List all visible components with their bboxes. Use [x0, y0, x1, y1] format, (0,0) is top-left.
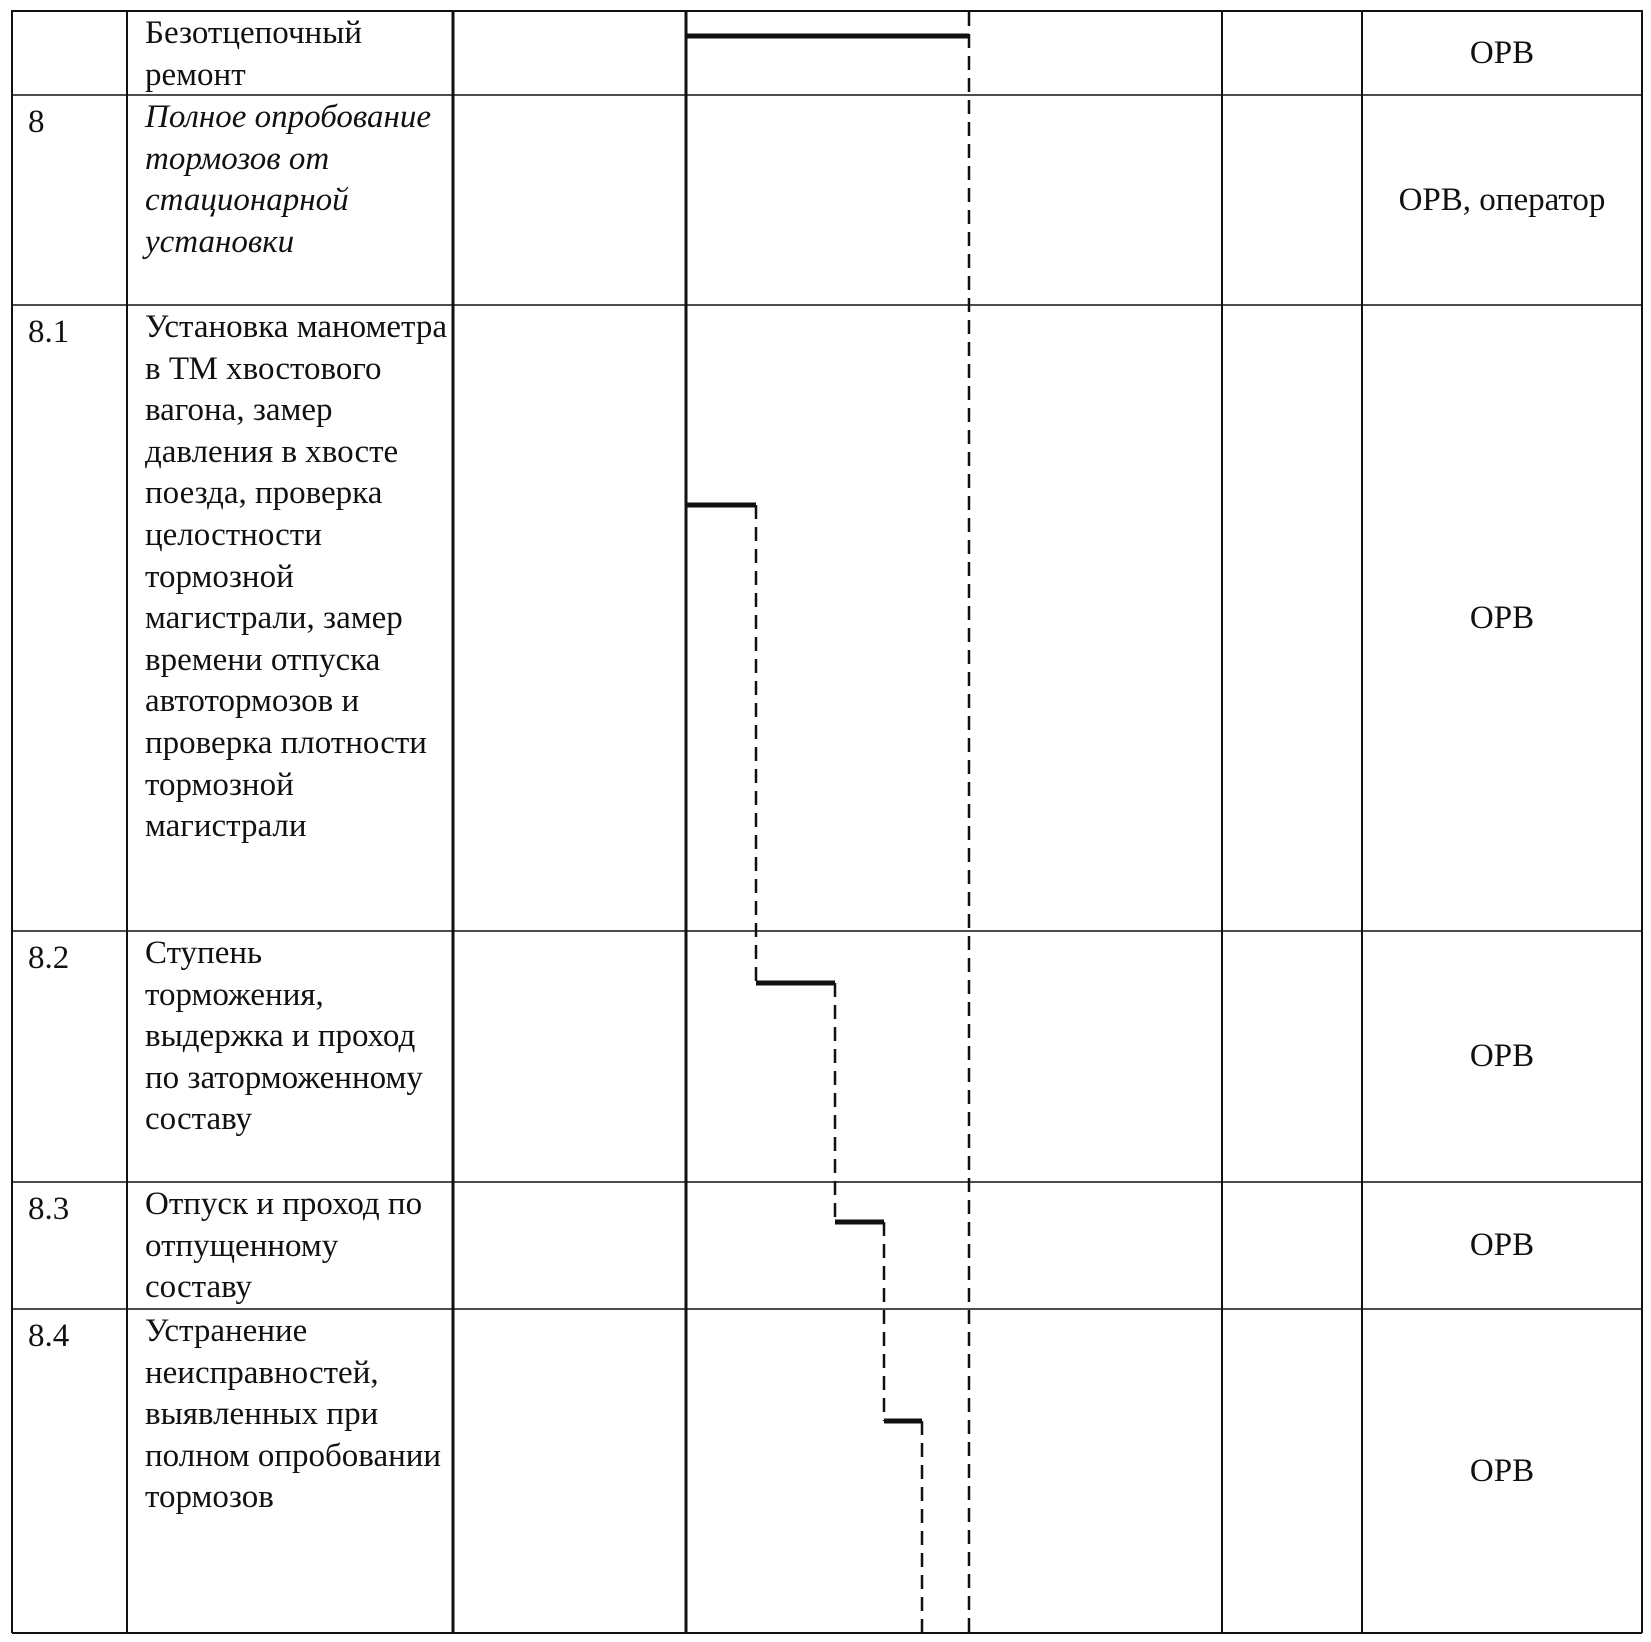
executor: ОРВ — [1469, 1227, 1535, 1263]
row-number: 8.3 — [28, 1191, 70, 1227]
row-number: 8.1 — [28, 314, 70, 350]
operation-name: Отпуск и проход по отпущенному составу — [145, 1186, 423, 1306]
row-number: 8 — [28, 104, 45, 140]
operation-name: Ступень торможения, выдержка и проход по заторможенному составу — [145, 935, 423, 1138]
row-number — [12, 11, 127, 95]
operation-name: Устранение неисправностей, выявленных при полном опробовании тормозов — [145, 1313, 442, 1516]
row-number: 8.4 — [28, 1318, 70, 1354]
executor: ОРВ — [1469, 1038, 1535, 1074]
executor: ОРВ — [1469, 34, 1535, 71]
operation-name: Безотцепочный ремонт — [145, 15, 363, 93]
operation-name: Полное опробование тормозов от стационарной установки — [145, 99, 432, 260]
row-number: 8.2 — [28, 940, 70, 976]
executor: ОРВ — [1469, 599, 1535, 636]
executor: ОРВ, оператор — [1398, 181, 1606, 218]
executor: ОРВ — [1469, 1452, 1535, 1489]
operation-name: Установка манометра в ТМ хвостового вагона, замер давления в хвосте поезда, проверка целостности тормозной магистрали, замер времени отпуска автотормозов и проверка плотности тормозной магистрали — [145, 309, 448, 845]
